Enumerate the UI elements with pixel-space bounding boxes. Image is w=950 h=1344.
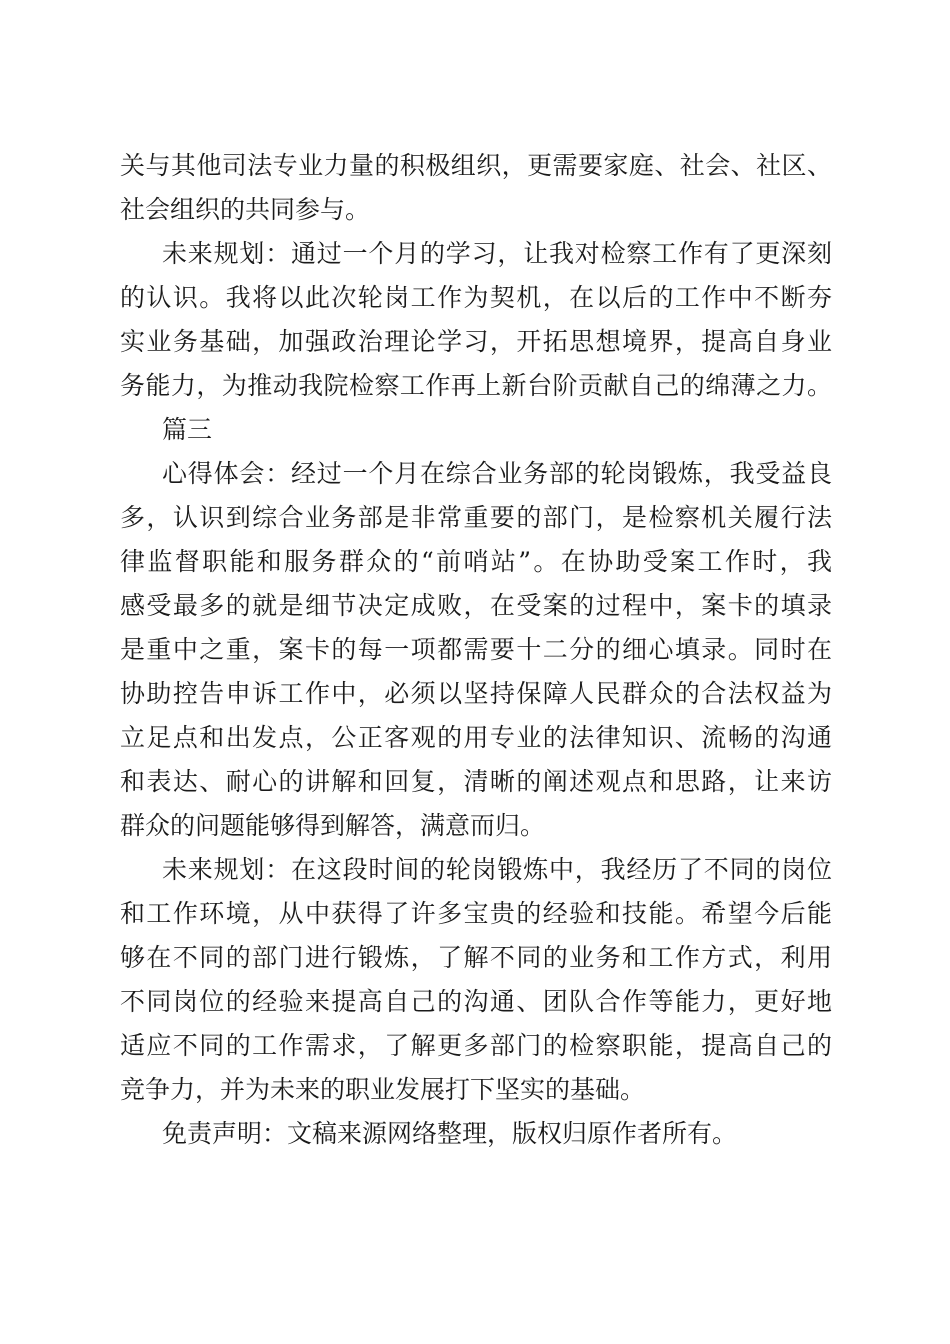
text-line: 心得体会：经过一个月在综合业务部的轮岗锻炼，我受益良: [162, 459, 832, 488]
text-line: 多，认识到综合业务部是非常重要的部门，是检察机关履行法: [120, 503, 832, 532]
text-line: 未来规划：在这段时间的轮岗锻炼中，我经历了不同的岗位: [162, 855, 832, 884]
text-line: 社会组织的共同参与。: [120, 195, 371, 224]
text-line: 竞争力，并为未来的职业发展打下坚实的基础。: [120, 1075, 646, 1104]
disclaimer-line: 免责声明：文稿来源网络整理，版权归原作者所有。: [162, 1119, 738, 1148]
text-line: 关与其他司法专业力量的积极组织，更需要家庭、社会、社区、: [120, 151, 832, 180]
text-line: 律监督职能和服务群众的“前哨站”。在协助受案工作时，我: [120, 547, 832, 576]
text-line: 和表达、耐心的讲解和回复，清晰的阐述观点和思路，让来访: [120, 767, 832, 796]
section-heading: 篇三: [162, 415, 213, 444]
text-line: 不同岗位的经验来提高自己的沟通、团队合作等能力，更好地: [120, 987, 832, 1016]
text-line: 够在不同的部门进行锻炼，了解不同的业务和工作方式，利用: [120, 943, 832, 972]
text-line: 务能力，为推动我院检察工作再上新台阶贡献自己的绵薄之力。: [120, 371, 832, 400]
text-line: 协助控告申诉工作中，必须以坚持保障人民群众的合法权益为: [120, 679, 832, 708]
text-line: 立足点和出发点，公正客观的用专业的法律知识、流畅的沟通: [120, 723, 832, 752]
text-line: 未来规划：通过一个月的学习，让我对检察工作有了更深刻: [162, 239, 832, 268]
text-line: 和工作环境，从中获得了许多宝贵的经验和技能。希望今后能: [120, 899, 832, 928]
text-line: 是重中之重，案卡的每一项都需要十二分的细心填录。同时在: [120, 635, 832, 664]
text-line: 适应不同的工作需求，了解更多部门的检察职能，提高自己的: [120, 1031, 832, 1060]
text-line: 群众的问题能够得到解答，满意而归。: [120, 811, 546, 840]
text-line: 实业务基础，加强政治理论学习，开拓思想境界，提高自身业: [120, 327, 832, 356]
text-line: 的认识。我将以此次轮岗工作为契机，在以后的工作中不断夯: [120, 283, 832, 312]
text-line: 感受最多的就是细节决定成败，在受案的过程中，案卡的填录: [120, 591, 832, 620]
